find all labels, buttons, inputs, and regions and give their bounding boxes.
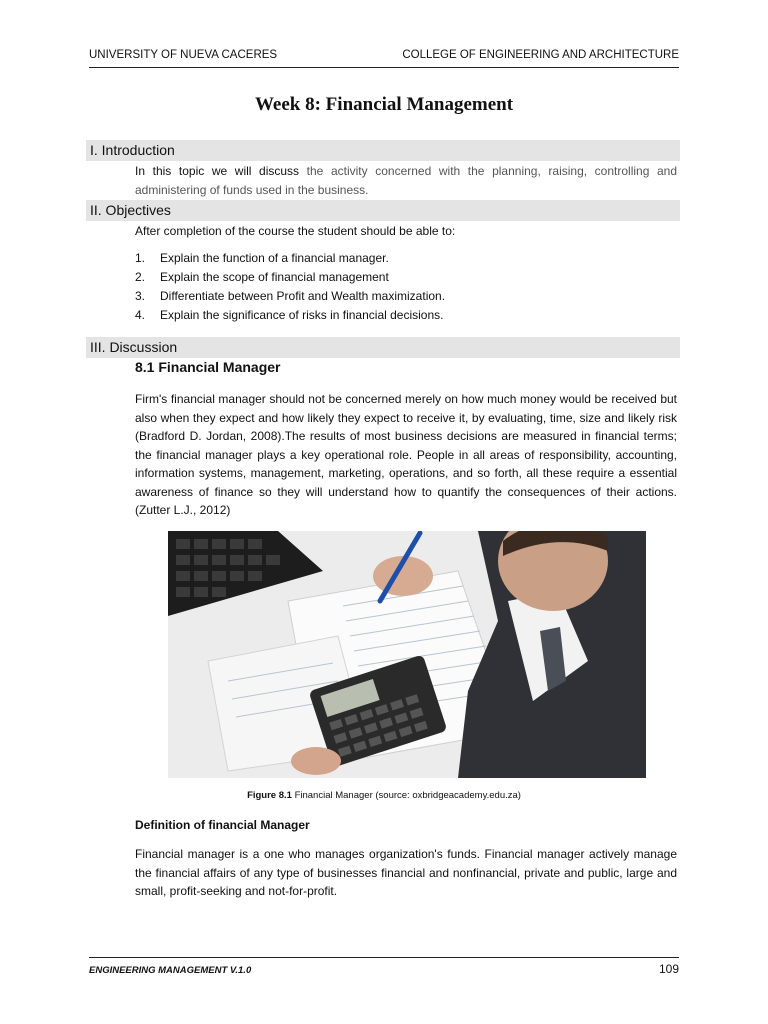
figure-financial-manager-photo [168,531,646,778]
list-text: Differentiate between Profit and Wealth maximization. [160,289,446,303]
footer-course: ENGINEERING MANAGEMENT V.1.0 [89,965,252,976]
introduction-text [135,162,677,199]
page-number: 109 [658,962,679,976]
page-header [89,47,679,68]
subsection-heading: 8.1 Financial Manager [135,359,281,375]
list-text: Explain the function of a financial manager. [160,251,389,265]
page-footer [89,957,679,976]
list-number: 1. [135,251,146,265]
list-item [135,249,677,268]
figure-label: Figure 8.1 [247,790,292,801]
discussion-paragraph: Firm's financial manager should not be concerned merely on how much money would be received but also when they expect and how likely they expect to receive it, by evaluating, time, size and likely risk (Bradford D. Jordan, 2008).The results of most business decisions are measured in financial terms; the financial manager plays a key operational role. People in all areas of responsibility, accounting, information systems, management, marketing, operations, and so forth, all these require a essential awareness of finance so they will understand how to quantify the consequences of their actions. (Zutter L.J., 2012) [135,392,677,517]
list-number: 2. [135,270,146,284]
section-heading-introduction: I. Introduction [86,140,680,161]
list-item [135,306,677,325]
list-number: 3. [135,289,146,303]
definition-heading: Definition of financial Manager [135,818,310,832]
list-item [135,268,677,287]
header-college: COLLEGE OF ENGINEERING AND ARCHITECTURE [402,49,679,61]
header-university: UNIVERSITY OF NUEVA CACERES [89,49,278,61]
page-title: Week 8: Financial Management [254,94,514,115]
objectives-list [135,249,677,325]
definition-text: Financial manager is a one who manages organization's funds. Financial manager actively manage the financial affairs of any type of businesses financial and nonfinancial, private and public, large and small, profit-seeking and not-for-profit. [135,847,677,898]
figure-caption-text: Financial Manager (source: oxbridgeacademy.edu.za) [291,790,521,801]
list-text: Explain the significance of risks in financial decisions. [160,308,444,322]
figure-caption [0,790,768,801]
introduction-lead: In this topic we will discuss [135,164,300,178]
section-heading-discussion: III. Discussion [86,337,680,358]
section-heading-objectives: II. Objectives [86,200,680,221]
introduction-rest: the activity concerned with the planning, raising, controlling and administering of funds used in the business. [135,164,677,197]
objectives-lead: After completion of the course the student should be able to: [135,224,456,238]
list-item [135,287,677,306]
list-text: Explain the scope of financial management [160,270,389,284]
list-number: 4. [135,308,146,322]
